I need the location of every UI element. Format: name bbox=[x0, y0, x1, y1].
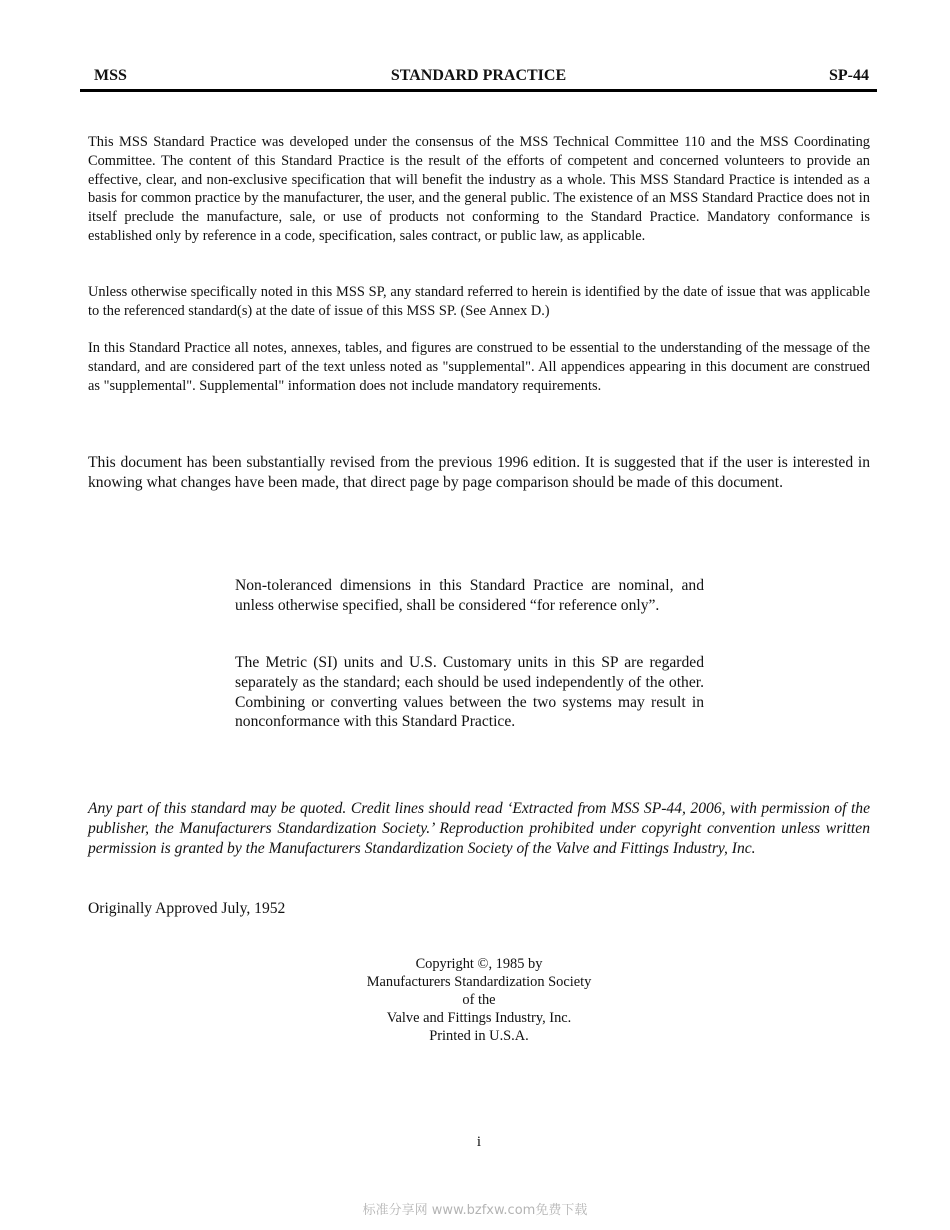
revision-paragraph: This document has been substantially revised from the previous 1996 edition. It is suggested that if the user is interested in knowing what changes have been made, that direct page by page comparison should be made of this document. bbox=[88, 454, 870, 491]
supplemental-paragraph: In this Standard Practice all notes, annexes, tables, and figures are construed to be essential to the understanding of the message of the standard, and are considered part of the text unless noted as "supplemental". All appendices appearing in this document are construed as "supplemental". Supplemental" information does not include mandatory requirements. bbox=[88, 340, 870, 394]
copyright-line: of the bbox=[462, 992, 496, 1008]
copyright-block bbox=[0, 955, 950, 1045]
approval-date: Originally Approved July, 1952 bbox=[88, 900, 286, 917]
page-header bbox=[80, 67, 877, 89]
units-note: The Metric (SI) units and U.S. Customary units in this SP are regarded separately as the standard; each should be used independently of the other. Combining or converting values between the two systems may result in nonconformance with this Standard Practice. bbox=[235, 654, 704, 731]
header-rule bbox=[80, 89, 877, 92]
references-paragraph: Unless otherwise specifically noted in this MSS SP, any standard referred to herein is identified by the date of issue that was applicable to the referenced standard(s) at the date of issue of this MSS SP. (See Annex D.) bbox=[88, 284, 870, 319]
header-left: MSS bbox=[94, 67, 127, 84]
watermark: 标准分享网 www.bzfxw.com免费下载 bbox=[362, 1203, 588, 1218]
copyright-line: Manufacturers Standardization Society bbox=[366, 974, 592, 990]
quote-notice: Any part of this standard may be quoted. Credit lines should read ‘Extracted from MSS SP-44, 2006, with permission of the publisher, the Manufacturers Standardization Society.’ Reproduction prohibited under copyright convention unless written permission is granted by the Manufacturers Standardization Society of the Valve and Fittings Industry, Inc. bbox=[88, 800, 870, 857]
copyright-line: Printed in U.S.A. bbox=[429, 1028, 529, 1044]
page-number: i bbox=[476, 1134, 482, 1150]
header-title: STANDARD PRACTICE bbox=[390, 67, 567, 84]
dimensions-note: Non-toleranced dimensions in this Standard Practice are nominal, and unless otherwise specified, shall be considered “for reference only”. bbox=[235, 577, 704, 614]
copyright-line: Valve and Fittings Industry, Inc. bbox=[386, 1010, 572, 1026]
copyright-line: Copyright ©, 1985 by bbox=[415, 956, 543, 972]
consensus-paragraph: This MSS Standard Practice was developed under the consensus of the MSS Technical Committee 110 and the MSS Coordinating Committee. The content of this Standard Practice is the result of the efforts of competent and concerned volunteers to provide an effective, clear, and non-exclusive specification that will benefit the industry as a whole. This MSS Standard Practice is intended as a basis for common practice by the manufacturer, the user, and the general public. The existence of an MSS Standard Practice does not in itself preclude the manufacture, sale, or use of products not conforming to the Standard Practice. Mandatory conformance is established only by reference in a code, specification, sales contract, or public law, as applicable. bbox=[88, 134, 870, 244]
header-doc-id: SP-44 bbox=[829, 67, 869, 84]
